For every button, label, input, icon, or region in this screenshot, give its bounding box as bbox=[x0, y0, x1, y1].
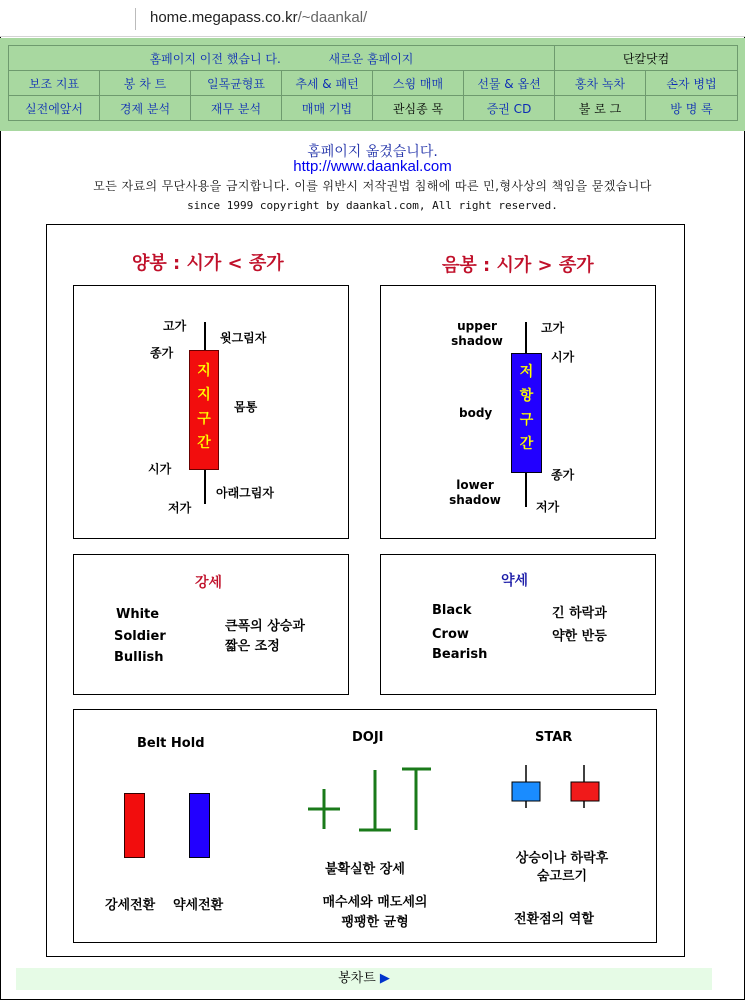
bullish-body-char: 지 bbox=[197, 387, 211, 403]
bullish-body-char: 간 bbox=[197, 435, 211, 451]
bearish-body-text bbox=[511, 360, 542, 456]
strong-trend-box bbox=[73, 554, 349, 695]
bullish-high-label: 고가 bbox=[163, 319, 187, 333]
bearish-open-label: 시가 bbox=[551, 350, 575, 364]
star-candles bbox=[504, 760, 604, 810]
bearish-low-label: 저가 bbox=[536, 500, 560, 514]
bearish-lower-shadow-label: lower shadow bbox=[449, 478, 501, 507]
nav-item-trend-pattern[interactable]: 추세 & 패턴 bbox=[282, 71, 373, 96]
strong-desc-1: 큰폭의 상승과 bbox=[225, 619, 305, 634]
bearish-body-char: 항 bbox=[519, 388, 534, 404]
bullish-close-label: 종가 bbox=[150, 346, 174, 360]
bullish-upper-shadow-label: 윗그림자 bbox=[220, 331, 267, 345]
nav-table bbox=[8, 45, 738, 121]
doji-title: DOJI bbox=[352, 730, 384, 745]
nav-area bbox=[0, 38, 745, 131]
copyright-line: since 1999 copyright by daankal.com, All right reserved. bbox=[187, 199, 558, 212]
new-url-link bbox=[0, 158, 745, 175]
bearish-high-label: 고가 bbox=[541, 321, 565, 335]
copyright-warning: 모든 자료의 무단사용을 금지합니다. 이를 위반시 저작권법 침해에 따른 민,형사상의 책임을 묻겠습니다 bbox=[93, 179, 652, 193]
nav-item-trading-technique[interactable]: 매매 기법 bbox=[282, 96, 373, 121]
bearish-close-label: 종가 bbox=[551, 468, 575, 482]
bullish-header: 양봉 : 시가 < 종가 bbox=[132, 253, 284, 274]
star-caption-1 bbox=[492, 850, 632, 886]
bullish-upper-wick bbox=[204, 322, 206, 352]
star-caption-1-line: 상승이나 하락후 bbox=[515, 851, 609, 866]
bullish-open-label: 시가 bbox=[148, 462, 172, 476]
nav-item-financial-analysis[interactable]: 재무 분석 bbox=[191, 96, 282, 121]
bullish-body-label: 몸통 bbox=[234, 400, 258, 414]
weak-trend-box bbox=[380, 554, 656, 695]
bullish-body-char: 지 bbox=[197, 363, 211, 379]
bearish-header: 음봉 : 시가 > 종가 bbox=[442, 255, 594, 276]
bearish-upper-wick bbox=[525, 322, 527, 353]
nav-item-securities-cd[interactable]: 증권 CD bbox=[464, 96, 555, 121]
bearish-upper-shadow-label: upper shadow bbox=[451, 319, 503, 348]
weak-desc-2: 약한 반등 bbox=[552, 629, 607, 644]
bullish-body-char: 구 bbox=[197, 411, 211, 427]
belt-hold-title: Belt Hold bbox=[137, 736, 205, 751]
star-caption-1-line: 숨고르기 bbox=[536, 869, 588, 884]
nav-moved-notice[interactable]: 홈페이지 이전 했습니 다. bbox=[149, 51, 281, 66]
nav-item-economic-analysis[interactable]: 경제 분석 bbox=[100, 96, 191, 121]
doji-caption-2-line: 매수세와 매도세의 bbox=[322, 895, 428, 910]
strong-term-2: Soldier bbox=[114, 629, 166, 644]
nav-notice-cell[interactable] bbox=[9, 46, 555, 71]
bearish-body-label: body bbox=[459, 406, 493, 420]
nav-item-candle-chart[interactable]: 봉 차 트 bbox=[100, 71, 191, 96]
bearish-candle-box bbox=[380, 285, 656, 539]
belt-hold-bull-candle bbox=[124, 793, 145, 858]
address-separator bbox=[135, 8, 136, 30]
weak-desc-1: 긴 하락과 bbox=[552, 606, 607, 621]
belt-hold-bear-candle bbox=[189, 793, 210, 858]
bearish-lower-wick bbox=[525, 473, 527, 507]
nav-item-before-practice[interactable]: 실전에앞서 bbox=[9, 96, 100, 121]
weak-term-2: Crow bbox=[432, 627, 469, 642]
belt-hold-bear-caption: 약세전환 bbox=[173, 898, 224, 913]
weak-title: 약세 bbox=[501, 573, 529, 589]
nav-item-guestbook[interactable]: 방 명 록 bbox=[646, 96, 738, 121]
nav-new-home-link[interactable]: 새로운 홈페이지 bbox=[328, 51, 414, 66]
nav-item-futures-options[interactable]: 선물 & 옵션 bbox=[464, 71, 555, 96]
star-caption-2: 전환점의 역할 bbox=[514, 912, 594, 927]
bullish-candle-box bbox=[73, 285, 349, 539]
next-page-link[interactable]: 봉차트 bbox=[338, 971, 376, 986]
strong-term-3: Bullish bbox=[114, 650, 164, 665]
nav-brand[interactable]: 단칼닷컴 bbox=[555, 46, 738, 71]
bullish-lower-shadow-label: 아래그림자 bbox=[216, 486, 274, 500]
address-bar[interactable] bbox=[0, 0, 745, 37]
bullish-body-text bbox=[189, 359, 219, 455]
strong-desc-2: 짧은 조정 bbox=[225, 639, 280, 654]
nav-item-art-of-war[interactable]: 손자 병법 bbox=[646, 71, 738, 96]
bearish-body-char: 간 bbox=[519, 436, 534, 452]
bullish-low-label: 저가 bbox=[168, 501, 192, 515]
next-page-bar[interactable] bbox=[16, 968, 712, 990]
belt-hold-bull-caption: 강세전환 bbox=[105, 898, 156, 913]
doji-caption-2-line: 팽팽한 균형 bbox=[341, 915, 409, 930]
doji-glyphs bbox=[304, 764, 444, 834]
nav-item-watchlist[interactable]: 관심종 목 bbox=[373, 96, 464, 121]
bearish-body-char: 구 bbox=[519, 412, 534, 428]
nav-item-ichimoku[interactable]: 일목균형표 bbox=[191, 71, 282, 96]
weak-term-1: Black bbox=[432, 603, 472, 618]
candlestick-diagram bbox=[46, 224, 685, 957]
bullish-lower-wick bbox=[204, 470, 206, 504]
doji-caption-1: 불확실한 장세 bbox=[325, 862, 405, 877]
nav-item-swing-trade[interactable]: 스윙 매매 bbox=[373, 71, 464, 96]
moved-notice: 홈페이지 옮겼습니다. bbox=[307, 144, 438, 160]
url-text[interactable]: home.megapass.co.kr/~daankal/ bbox=[150, 9, 368, 26]
strong-title: 강세 bbox=[195, 575, 223, 591]
weak-term-3: Bearish bbox=[432, 647, 488, 662]
star-title: STAR bbox=[535, 730, 573, 745]
new-url-link-text[interactable]: http://www.daankal.com bbox=[293, 158, 452, 175]
play-arrow-icon[interactable]: ▶ bbox=[379, 971, 390, 986]
doji-caption-2 bbox=[304, 893, 446, 933]
bearish-body-char: 저 bbox=[519, 364, 534, 380]
nav-item-indicators[interactable]: 보조 지표 bbox=[9, 71, 100, 96]
strong-term-1: White bbox=[116, 607, 160, 622]
nav-item-tea[interactable]: 홍차 녹차 bbox=[555, 71, 646, 96]
patterns-box bbox=[73, 709, 657, 943]
nav-item-blog[interactable]: 불 로 그 bbox=[555, 96, 646, 121]
